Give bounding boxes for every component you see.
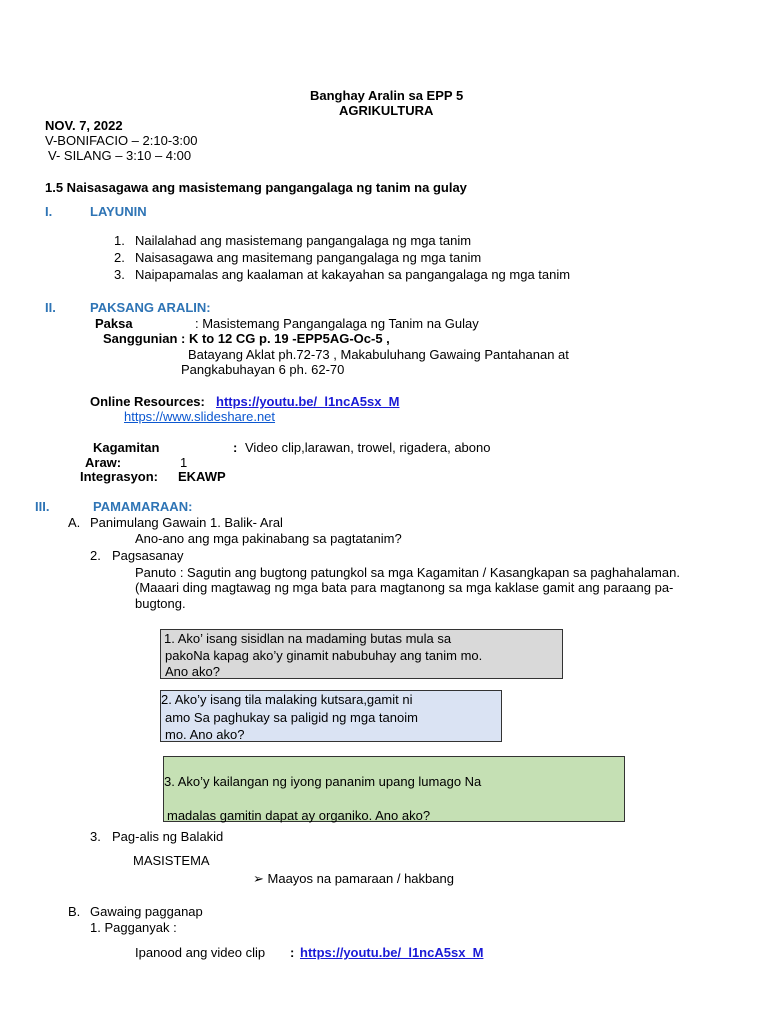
objective-1-number: 1. xyxy=(114,233,125,248)
item-3-label: Pag-alis ng Balakid xyxy=(112,829,224,844)
schedule-bonifacio: V-BONIFACIO – 2:10-3:00 xyxy=(45,133,198,148)
document-title: Banghay Aralin sa EPP 5 xyxy=(310,88,464,103)
kagamitan-colon: : xyxy=(233,440,238,455)
balik-aral-question: Ano-ano ang mga pakinabang sa pagtatanim? xyxy=(135,531,402,546)
pagganyak-item: 1. Pagganyak : xyxy=(90,920,177,935)
section-3-numeral: III. xyxy=(35,499,50,514)
document-subject: AGRIKULTURA xyxy=(339,103,434,118)
kagamitan-value: Video clip,larawan, trowel, rigadera, abono xyxy=(245,440,491,455)
video-clip-colon: : xyxy=(290,945,295,960)
riddle-1-line-3: Ano ako? xyxy=(165,664,220,679)
sanggunian-line-3: Pangkabuhayan 6 ph. 62-70 xyxy=(181,362,345,377)
sanggunian-line-1: Sanggunian : K to 12 CG p. 19 -EPP5AG-Oc-5 , xyxy=(103,331,390,346)
riddle-3-line-1: 3. Ako’y kailangan ng iyong pananim upang lumago Na xyxy=(164,774,482,789)
paksa-label: Paksa xyxy=(95,316,133,331)
video-clip-link[interactable]: https://youtu.be/_l1ncA5sx_M xyxy=(300,945,484,960)
competency-statement: 1.5 Naisasagawa ang masistemang pangangalaga ng tanim na gulay xyxy=(45,180,467,195)
riddle-2-line-1: 2. Ako’y isang tila malaking kutsara,gamit ni xyxy=(161,692,413,707)
panuto-line-1: Panuto : Sagutin ang bugtong patungkol sa mga Kagamitan / Kasangkapan sa paghahalaman. xyxy=(135,565,680,580)
objective-2-text: Naisasagawa ang masitemang pangangalaga ng mga tanim xyxy=(135,250,482,265)
objective-2-number: 2. xyxy=(114,250,125,265)
objective-1-text: Nailalahad ang masistemang pangangalaga ng mga tanim xyxy=(135,233,472,248)
online-resources-label: Online Resources: xyxy=(90,394,205,409)
online-resource-youtube-link[interactable]: https://youtu.be/_l1ncA5sx_M xyxy=(216,394,400,409)
part-a-letter: A. xyxy=(68,515,81,530)
item-2-number: 2. xyxy=(90,548,101,563)
paksa-value: : Masistemang Pangangalaga ng Tanim na Gulay xyxy=(195,316,479,331)
riddle-box-3 xyxy=(163,756,625,822)
araw-label: Araw: xyxy=(85,455,122,470)
item-3-number: 3. xyxy=(90,829,101,844)
riddle-2-line-3: mo. Ano ako? xyxy=(165,727,245,742)
kagamitan-label: Kagamitan xyxy=(93,440,160,455)
integrasyon-value: EKAWP xyxy=(178,469,226,484)
part-b-text: Gawaing pagganap xyxy=(90,904,203,919)
schedule-silang: V- SILANG – 3:10 – 4:00 xyxy=(48,148,192,163)
sanggunian-line-2: Batayang Aklat ph.72-73 , Makabuluhang Gawaing Pantahanan at xyxy=(188,347,569,362)
panuto-line-2: (Maaari ding magtawag ng mga bata para magtanong sa mga kaklase gamit ang paraang pa- xyxy=(135,580,674,595)
vocabulary-definition: ➢ Maayos na pamaraan / hakbang xyxy=(253,871,454,886)
panuto-line-3: bugtong. xyxy=(135,596,186,611)
riddle-3-line-2: madalas gamitin dapat ay organiko. Ano ako? xyxy=(167,808,431,823)
video-clip-text: Ipanood ang video clip xyxy=(135,945,266,960)
riddle-box-1 xyxy=(160,629,563,679)
part-a-text: Panimulang Gawain 1. Balik- Aral xyxy=(90,515,283,530)
integrasyon-label: Integrasyon: xyxy=(80,469,159,484)
riddle-1-line-1: 1. Ako’ isang sisidlan na madaming butas mula sa xyxy=(164,631,452,646)
item-2-label: Pagsasanay xyxy=(112,548,184,563)
section-3-heading: PAMAMARAAN: xyxy=(93,499,193,514)
riddle-2-line-2: amo Sa paghukay sa paligid ng mga tanoim xyxy=(165,710,418,725)
objective-3-text: Naipapamalas ang kaalaman at kakayahan sa pangangalaga ng mga tanim xyxy=(135,267,571,282)
araw-value: 1 xyxy=(180,455,188,470)
vocabulary-term: MASISTEMA xyxy=(133,853,210,868)
lesson-date: NOV. 7, 2022 xyxy=(45,118,123,133)
section-2-heading: PAKSANG ARALIN: xyxy=(90,300,211,315)
online-resource-slideshare-link[interactable]: https://www.slideshare.net xyxy=(124,409,276,424)
section-1-heading: LAYUNIN xyxy=(90,204,147,219)
part-b-letter: B. xyxy=(68,904,81,919)
section-2-numeral: II. xyxy=(45,300,56,315)
section-1-numeral: I. xyxy=(45,204,53,219)
riddle-box-2 xyxy=(160,690,502,742)
objective-3-number: 3. xyxy=(114,267,125,282)
riddle-1-line-2: pakoNa kapag ako’y ginamit nabubuhay ang tanim mo. xyxy=(165,648,483,663)
